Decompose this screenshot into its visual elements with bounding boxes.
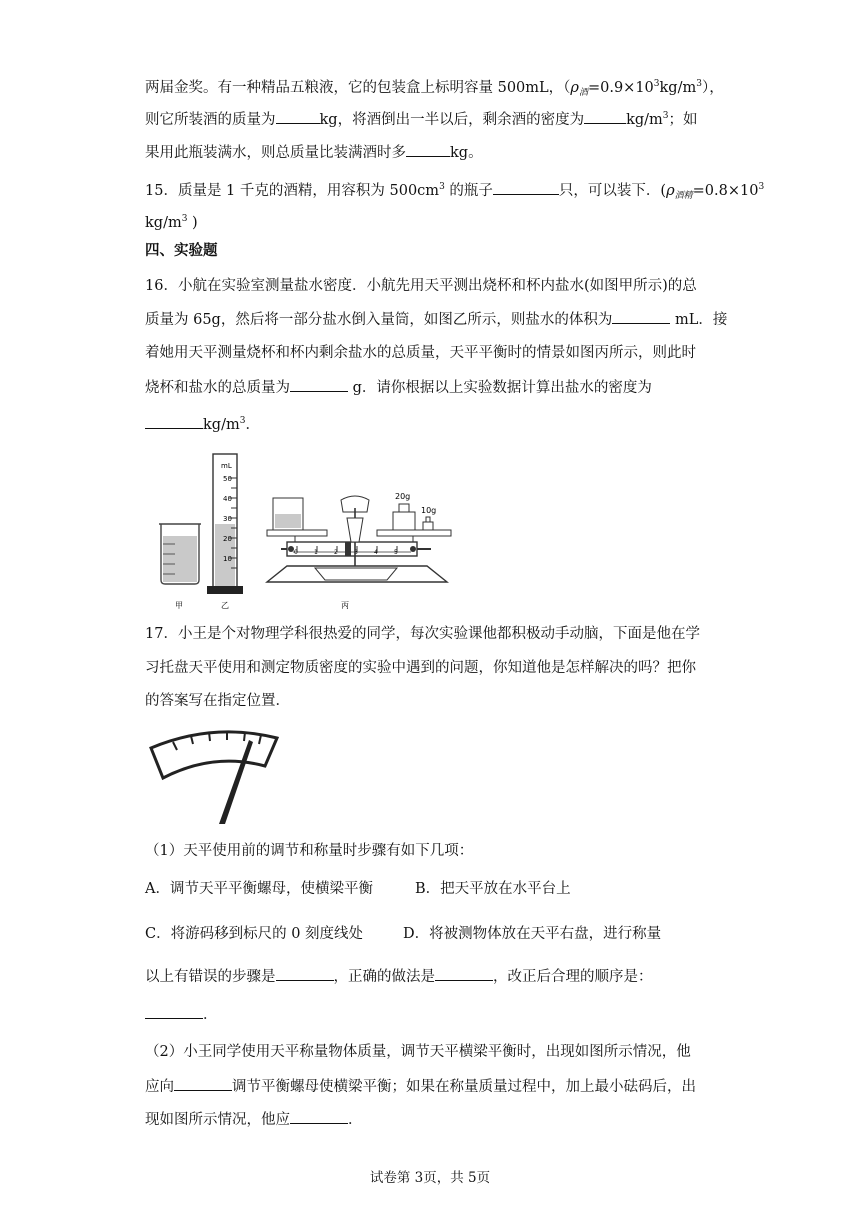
q14-text: ；如 (668, 112, 698, 128)
option-d: D．将被测物体放在天平右盘，进行称量 (403, 926, 662, 942)
q17-order-line (145, 1004, 720, 1025)
rho-symbol: ρ (666, 183, 675, 199)
q15-text: ) (187, 215, 198, 231)
exponent: 3 (239, 416, 246, 426)
q17-part2-line-1: （2）小王同学使用天平称量物体质量，调节天平横梁平衡时，出现如图所示情况，他 (145, 1044, 691, 1060)
exponent: 3 (181, 214, 188, 224)
answer-blank[interactable] (145, 414, 203, 429)
figure-label-jia: 甲 (175, 601, 183, 610)
q14-text: 果用此瓶装满水，则总质量比装满酒时多 (145, 145, 406, 161)
q14-line-2 (145, 106, 720, 130)
rider-tick-label: 4 (374, 549, 378, 556)
exponent: 3 (696, 79, 702, 89)
option-c: C．将游码移到标尺的 0 刻度线处 (145, 926, 364, 942)
rider-tick-label: 0 (294, 549, 298, 556)
q17-part1-intro: （1）天平使用前的调节和称量时步骤有如下几项： (145, 843, 474, 859)
cylinder-tick-label: 10 (223, 555, 232, 563)
q14-text: ）， (701, 80, 724, 96)
q17-line-3: 的答案写在指定位置． (145, 693, 290, 709)
cylinder-tick-label: 50 (223, 475, 232, 483)
q14-text: kg，将酒倒出一半以后，剩余酒的密度为 (319, 112, 585, 128)
q14-text: kg/m (659, 80, 697, 96)
rider (345, 542, 351, 556)
q16-text: 质量为 65g，然后将一部分盐水倒入量筒，如图乙所示，则盐水的体积为 (145, 312, 613, 328)
q15-text: =0.8×10 (692, 183, 759, 199)
exponent: 3 (758, 182, 765, 192)
q16-text: ． (245, 417, 260, 433)
answer-blank[interactable] (290, 377, 348, 392)
q16-line-4 (145, 377, 720, 398)
answer-blank[interactable] (276, 966, 334, 981)
q17-line-1: 17．小王是个对物理学科很热爱的同学，每次实验课他都积极动手动脑，下面是他在学 (145, 626, 700, 642)
q17-text: 调节平衡螺母使横梁平衡；如果在称量质量过程中，加上最小砝码后，出 (232, 1079, 696, 1095)
balance-bing (267, 492, 451, 582)
q17-text: ． (203, 1007, 218, 1023)
q14-line-1 (145, 74, 724, 103)
q15-text: 的瓶子 (444, 183, 493, 199)
answer-blank[interactable] (435, 966, 493, 981)
rider-tick-label: 2 (334, 549, 338, 556)
q17-line-2: 习托盘天平使用和测定物质密度的实验中遇到的问题，你知道他是怎样解决的吗？把你 (145, 660, 696, 676)
figure-label-bing: 丙 (341, 601, 349, 610)
q16-text: 烧杯和盐水的总质量为 (145, 380, 290, 396)
exponent: 3 (439, 182, 445, 192)
q15-line-2 (145, 209, 720, 233)
q17-options-cd (145, 924, 720, 944)
q17-part2-line-3 (145, 1109, 720, 1130)
q15-text: kg/m (145, 215, 182, 231)
rider-tick-label: 3 (354, 549, 358, 556)
q16-line-5 (145, 411, 720, 435)
q14-line-3 (145, 142, 720, 163)
q16-text: g．请你根据以上实验数据计算出盐水的密度为 (348, 380, 652, 396)
q16-text: kg/m (203, 417, 240, 433)
exponent: 3 (653, 79, 660, 89)
option-b: B．把天平放在水平台上 (414, 881, 571, 897)
answer-blank[interactable] (493, 180, 559, 195)
section-heading: 四、实验题 (145, 242, 218, 259)
exponent: 3 (662, 111, 669, 121)
q17-part2-line-2 (145, 1076, 720, 1097)
rider-tick-label: 1 (314, 549, 318, 556)
beaker-jia (159, 524, 201, 584)
q14-text: kg/m (626, 112, 663, 128)
q16-text: mL．接 (670, 312, 728, 328)
q14-text: =0.9×10 (587, 80, 654, 96)
rho-subscript: 酒 (578, 88, 588, 98)
q16-line-3: 着她用天平测量烧杯和杯内剩余盐水的总质量，天平平衡时的情景如图丙所示，则此时 (145, 345, 696, 361)
q14-text: kg。 (450, 145, 483, 161)
figure-label-yi: 乙 (221, 601, 229, 610)
q15-text: 15．质量是 1 千克的酒精，用容积为 500cm (145, 183, 440, 199)
q17-text: 以上有错误的步骤是 (145, 969, 276, 985)
answer-blank[interactable] (276, 109, 320, 124)
q14-text: 则它所装酒的质量为 (145, 112, 276, 128)
measuring-cylinder-yi (207, 454, 243, 594)
q17-text: 应向 (145, 1079, 174, 1095)
q17-options-ab (145, 879, 720, 899)
q17-text: ，改正后合理的顺序是： (493, 969, 653, 985)
rider-tick-label: 5 (394, 549, 398, 556)
q16-line-1: 16．小航在实验室测量盐水密度．小航先用天平测出烧杯和杯内盐水(如图甲所示)的总 (145, 278, 697, 294)
q16-line-2 (145, 309, 728, 330)
answer-blank[interactable] (145, 1004, 203, 1019)
q14-text: 两届金奖。有一种精品五粮液，它的包装盒上标明容量 500mL，（ (145, 80, 571, 96)
q16-figure (145, 448, 455, 612)
q17-text: ． (348, 1112, 363, 1128)
answer-blank[interactable] (406, 142, 450, 157)
rho-subscript: 酒精 (674, 191, 693, 201)
q15-text: 只，可以装下．( (558, 183, 667, 199)
pointer-dial-figure (145, 720, 285, 826)
weight-10g-label: 10g (421, 506, 437, 515)
q17-text: ，正确的做法是 (333, 969, 435, 985)
cylinder-tick-label: 40 (223, 495, 232, 503)
weight-20g-label: 20g (395, 492, 411, 501)
answer-blank[interactable] (174, 1076, 232, 1091)
cylinder-unit: mL (221, 462, 232, 470)
q17-text: 现如图所示情况，他应 (145, 1112, 290, 1128)
rho-symbol: ρ (570, 80, 579, 96)
answer-blank[interactable] (584, 109, 626, 124)
option-a: A．调节天平平衡螺母，使横梁平衡 (145, 881, 373, 897)
cylinder-tick-label: 30 (223, 515, 232, 523)
answer-blank[interactable] (612, 309, 670, 324)
answer-blank[interactable] (290, 1109, 348, 1124)
cylinder-tick-label: 20 (223, 535, 232, 543)
page-footer: 试卷第 3页，共 5页 (369, 1170, 491, 1186)
q17-error-line (145, 966, 720, 987)
